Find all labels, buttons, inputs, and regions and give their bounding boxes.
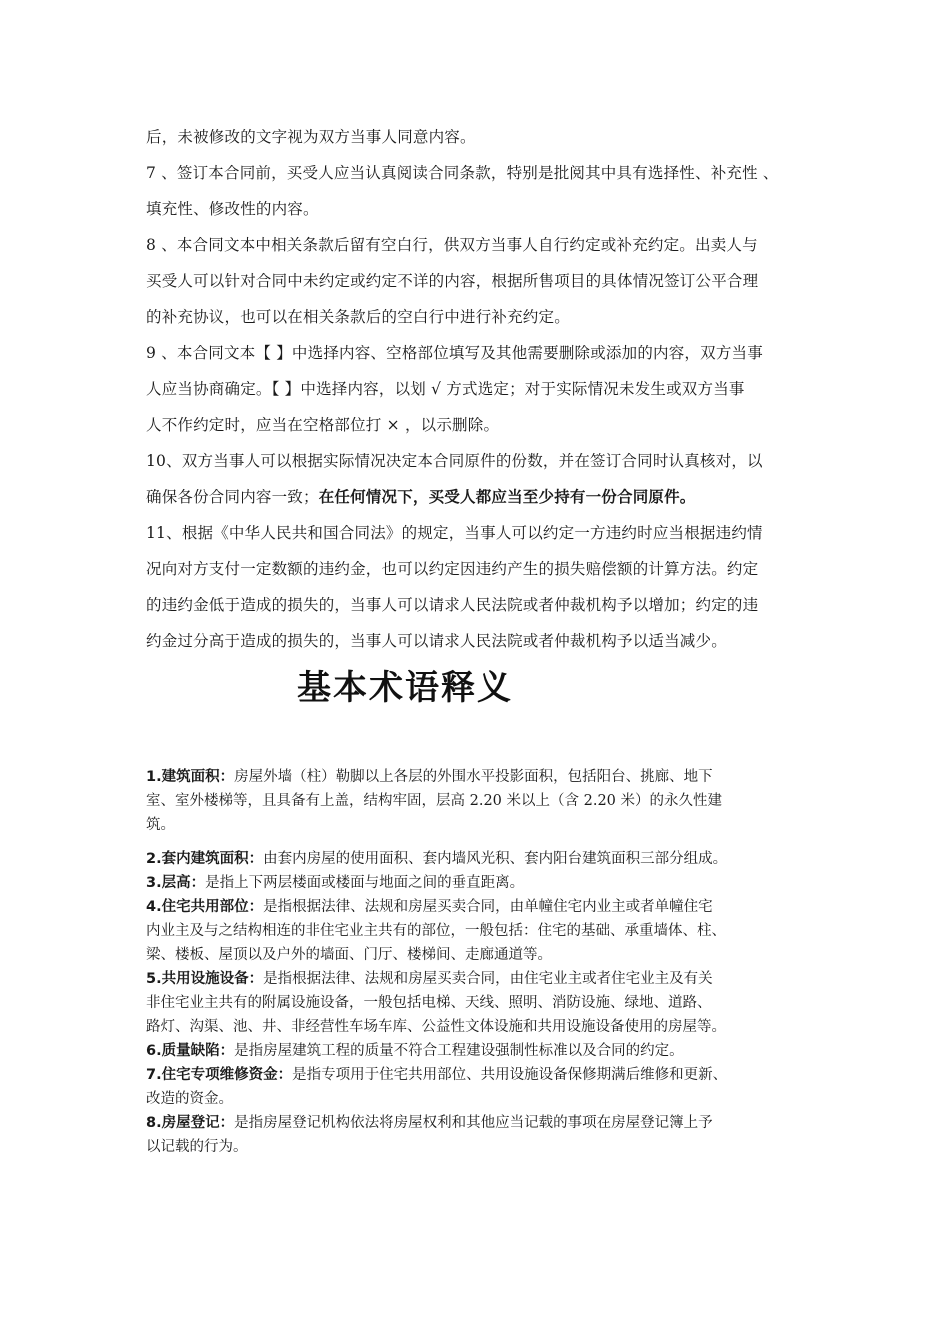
term-item	[146, 1063, 826, 1111]
bold-emphasis: 在任何情况下，买受人都应当至少持有一份合同原件。	[318, 487, 696, 506]
term-text: 是指根据法律、法规和房屋买卖合同，由单幢住宅内业主或者单幢住宅	[263, 899, 713, 915]
term-item	[146, 765, 826, 837]
text-line: 约金过分高于造成的损失的，当事人可以请求人民法院或者仲裁机构予以适当减少。	[146, 632, 727, 650]
text-line: 7 、签订本合同前，买受人应当认真阅读合同条款，特别是批阅其中具有选择性、补充性 、	[146, 164, 779, 182]
text-line: 人不作约定时，应当在空格部位打 × ，以示删除。	[146, 416, 500, 434]
term-item	[146, 1111, 826, 1159]
term-line: 路灯、沟渠、池、井、非经营性车场车库、公益性文体设施和共用设施设备使用的房屋等。	[146, 1019, 726, 1035]
term-text: 由套内房屋的使用面积、套内墙风光积、套内阳台建筑面积三部分组成。	[263, 851, 728, 867]
text-line: 买受人可以针对合同中未约定或约定不详的内容，根据所售项目的具体情况签订公平合理	[146, 272, 759, 290]
term-line: 改造的资金。	[146, 1091, 233, 1107]
terms-list	[146, 765, 826, 1159]
term-line: 内业主及与之结构相连的非住宅业主共有的部位，一般包括：住宅的基础、承重墙体、柱、	[146, 923, 726, 939]
text-line: 后，未被修改的文字视为双方当事人同意内容。	[146, 128, 476, 146]
term-line: 室、室外楼梯等，且具备有上盖，结构牢固，层高 2.20 米以上（含 2.20 米）的永久性建	[146, 793, 723, 809]
term-line	[146, 871, 826, 895]
term-line	[146, 765, 826, 789]
text-line: 况向对方支付一定数额的违约金，也可以约定因违约产生的损失赔偿额的计算方法。约定	[146, 560, 759, 578]
text-line: 9 、本合同文本【 】中选择内容、空格部位填写及其他需要删除或添加的内容，双方当事	[146, 344, 763, 362]
term-title: 6.质量缺陷：	[146, 1043, 235, 1059]
text-line: 的补充协议，也可以在相关条款后的空白行中进行补充约定。	[146, 308, 570, 326]
term-line	[146, 967, 826, 991]
text-line: 人应当协商确定。【 】中选择内容，以划 √ 方式选定；对于实际情况未发生或双方当事	[146, 380, 745, 398]
text-line: 8 、本合同文本中相关条款后留有空白行，供双方当事人自行约定或补充约定。出卖人与	[146, 236, 758, 254]
text-line: 10、双方当事人可以根据实际情况决定本合同原件的份数，并在签订合同时认真核对，以	[146, 452, 763, 470]
term-line: 非住宅业主共有的附属设施设备，一般包括电梯、天线、照明、消防设施、绿地、道路、	[146, 995, 712, 1011]
term-line	[146, 1111, 826, 1135]
term-item	[146, 967, 826, 1039]
term-item	[146, 871, 826, 895]
term-text: 是指专项用于住宅共用部位、共用设施设备保修期满后维修和更新、	[292, 1067, 728, 1083]
term-item	[146, 895, 826, 967]
section-heading: 基本术语释义	[297, 668, 513, 708]
text-line: 11、根据《中华人民共和国合同法》的规定，当事人可以约定一方违约时应当根据违约情	[146, 524, 763, 542]
term-title: 4.住宅共用部位：	[146, 899, 264, 915]
text-line-mixed	[146, 486, 826, 522]
text-line: 的违约金低于造成的损失的，当事人可以请求人民法院或者仲裁机构予以增加；约定的违	[146, 596, 759, 614]
text-line: 填充性、修改性的内容。	[146, 200, 319, 218]
term-text: 是指上下两层楼面或楼面与地面之间的垂直距离。	[205, 875, 525, 891]
term-line: 以记载的行为。	[146, 1139, 248, 1155]
term-title: 2.套内建筑面积：	[146, 851, 264, 867]
term-title: 5.共用设施设备：	[146, 971, 264, 987]
contract-notes	[146, 126, 826, 666]
term-line: 筑。	[146, 817, 175, 833]
term-text: 房屋外墙（柱）勒脚以上各层的外围水平投影面积，包括阳台、挑廊、地下	[234, 769, 713, 785]
term-title: 3.层高：	[146, 875, 206, 891]
term-title: 8.房屋登记：	[146, 1115, 235, 1131]
term-title: 7.住宅专项维修资金：	[146, 1067, 293, 1083]
term-text: 是指根据法律、法规和房屋买卖合同，由住宅业主或者住宅业主及有关	[263, 971, 713, 987]
term-item	[146, 847, 826, 871]
term-text: 是指房屋登记机构依法将房屋权利和其他应当记载的事项在房屋登记簿上予	[234, 1115, 713, 1131]
term-item	[146, 1039, 826, 1063]
term-line	[146, 1063, 826, 1087]
text-segment: 确保各份合同内容一致；	[146, 488, 319, 506]
term-text: 是指房屋建筑工程的质量不符合工程建设强制性标准以及合同的约定。	[234, 1043, 684, 1059]
spacer	[146, 837, 826, 847]
term-line: 梁、楼板、屋顶以及户外的墙面、门厅、楼梯间、走廊通道等。	[146, 947, 552, 963]
term-title: 1.建筑面积：	[146, 769, 235, 785]
term-line	[146, 895, 826, 919]
term-line	[146, 1039, 826, 1063]
term-line	[146, 847, 826, 871]
